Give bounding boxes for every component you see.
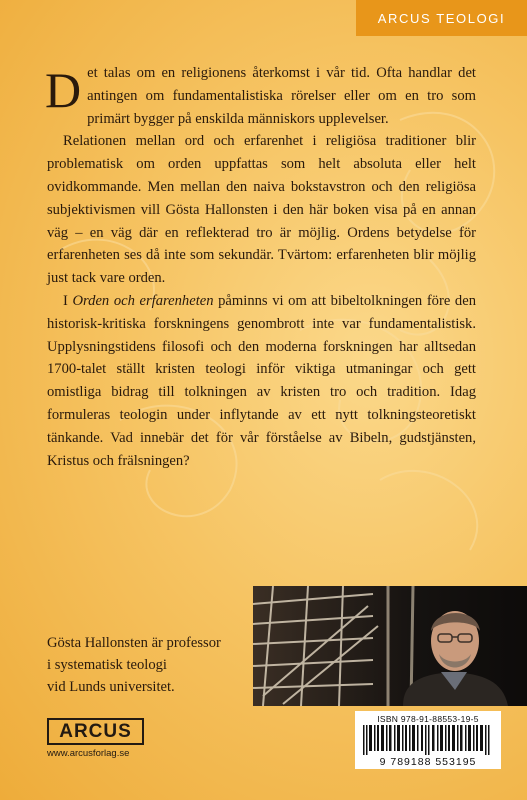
- drop-cap: D: [45, 62, 82, 118]
- publisher-url: www.arcusforlag.se: [47, 748, 130, 759]
- blurb-paragraph-3-pre: I: [63, 292, 73, 309]
- barcode-bars: [359, 725, 497, 755]
- blurb-paragraph-1-text: et talas om en religionens återkomst i vår tid. Ofta handlar det antingen om fundamentalistiska rörelser eller om en tro som primärt bygger på enskilda människors upplevelser.: [87, 65, 476, 127]
- blurb-paragraph-3-post: påminns vi om att bibeltolkningen före den historisk-kritiska forskningens genombrott inte var fundamentalistisk. Upplysningstidens filosofi och den moderna forskningen har alltsedan 1700-talet ställt kristen teologi inför viktiga utmaningar och gett omistliga bidrag till tolkningen av kristen tro och tradition. Idag formuleras teologin under inflytande av ett nytt tolkningsteoretiskt tänkande. Vad innebär det för vår förståelse av Bibeln, gudstjänsten, Kristus och frälsningen?: [47, 292, 476, 469]
- blurb-paragraph-2: Relationen mellan ord och erfarenhet i religiösa traditioner blir problematisk om orden uppfattas som helt absoluta eller helt ovidkommande. Men mellan den naiva bokstavstron och den religiösa subjektivismen vill Gösta Hallonsten i den här boken visa på en annan väg – en väg där en reflekterad tro är möjlig. Ordens betydelse för erfarenheten ses då inte som sekundär. Tvärtom: erfarenheten blir möjlig just tack vare orden.: [47, 133, 476, 287]
- author-bio-line: Gösta Hallonsten är professor: [47, 635, 221, 651]
- book-title-italic: Orden och erfarenheten: [72, 292, 214, 309]
- isbn-label: ISBN 978-91-88553-19-5: [377, 714, 479, 724]
- publisher-logo: ARCUS: [47, 718, 144, 745]
- isbn-digits: 9 789188 553195: [379, 756, 477, 768]
- series-label: ARCUS TEOLOGI: [356, 0, 527, 36]
- blurb-text: [47, 62, 476, 472]
- blurb-paragraph-3: [47, 290, 476, 472]
- author-bio-line: vid Lunds universitet.: [47, 679, 175, 695]
- author-bio: [47, 632, 247, 698]
- isbn-barcode: [355, 711, 501, 769]
- author-photo: [253, 586, 527, 706]
- author-bio-line: i systematisk teologi: [47, 657, 167, 673]
- blurb-paragraph-1: [47, 62, 476, 130]
